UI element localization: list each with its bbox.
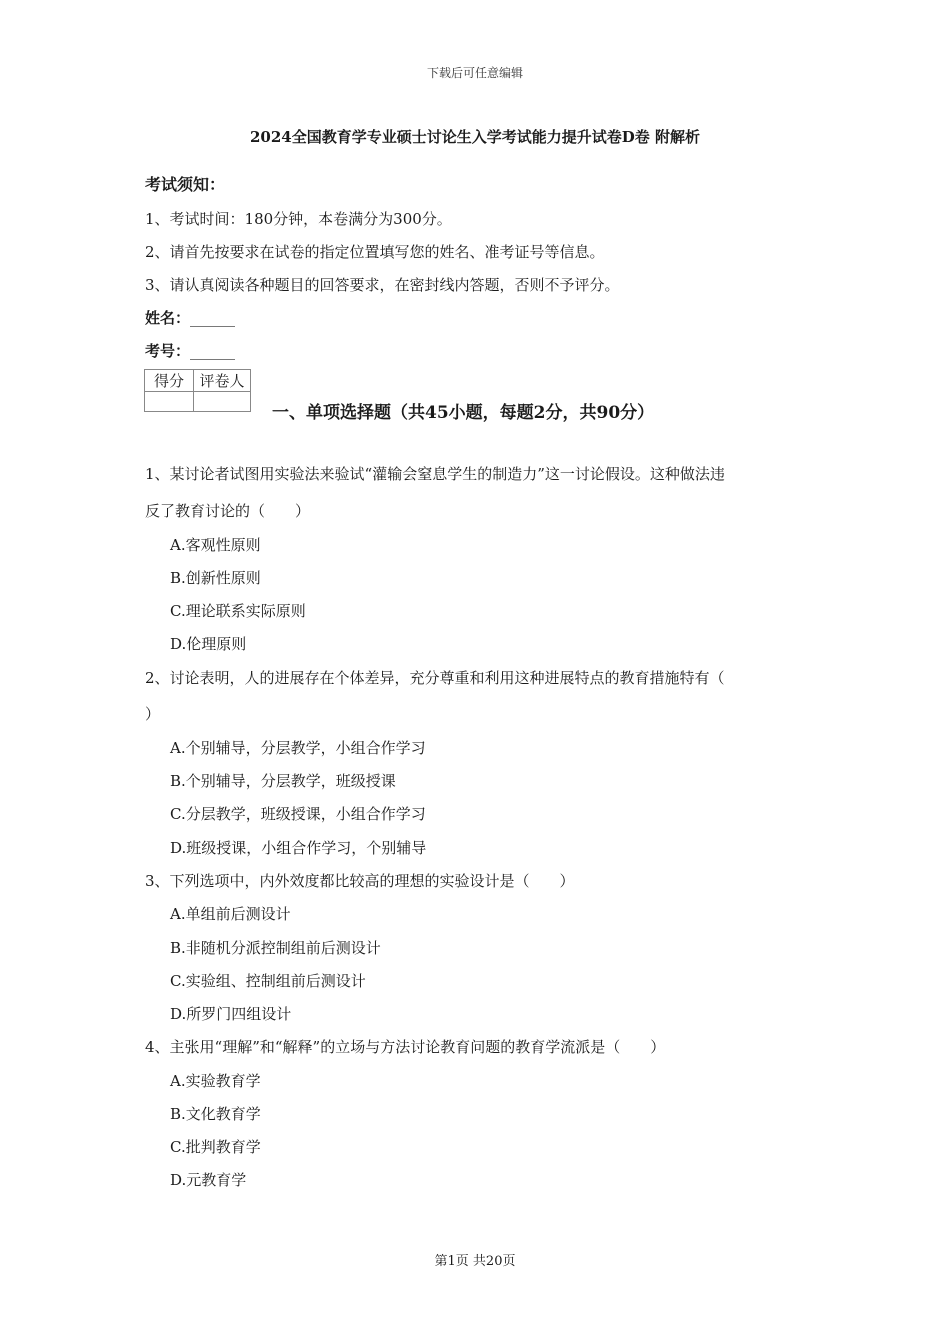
id-field: [145, 340, 235, 361]
grader-cell: [194, 392, 251, 412]
score-header: 得分: [145, 370, 194, 392]
question-stem: 1、某讨论者试图用实验法来验试“灌输会窒息学生的制造力”这一讨论假设。这种做法违: [145, 465, 725, 483]
question-option: A.实验教育学: [170, 1072, 261, 1090]
header-note: 下载后可任意编辑: [426, 66, 523, 80]
question-option: C.批判教育学: [170, 1138, 261, 1156]
question-stem-cont: ）: [145, 705, 161, 723]
grader-header: 评卷人: [194, 370, 251, 392]
name-field: [145, 307, 235, 328]
question-option: B.非随机分派控制组前后测设计: [170, 939, 381, 957]
name-blank: ______: [190, 309, 236, 327]
question-option: C.理论联系实际原则: [170, 602, 306, 620]
question-option: D.元教育学: [170, 1171, 247, 1189]
section-title: 一、单项选择题（共45小题，每题2分，共90分）: [272, 403, 655, 423]
score-table: [144, 369, 251, 412]
question-option: A.单组前后测设计: [170, 905, 291, 923]
notice-item: 2、请首先按要求在试卷的指定位置填写您的姓名、准考证号等信息。: [145, 243, 605, 261]
question-option: D.所罗门四组设计: [170, 1005, 292, 1023]
page-footer: 第1页 共20页: [434, 1254, 516, 1269]
document-title: 2024全国教育学专业硕士讨论生入学考试能力提升试卷D卷 附解析: [250, 128, 700, 146]
question-option: C.分层教学，班级授课，小组合作学习: [170, 805, 426, 823]
question-option: D.伦理原则: [170, 635, 247, 653]
question-option: B.创新性原则: [170, 569, 261, 587]
score-cell: [145, 392, 194, 412]
question-stem-cont: 反了教育讨论的（ ）: [145, 502, 311, 520]
name-label: 姓名：: [145, 309, 191, 327]
id-label: 考号：: [145, 342, 191, 360]
question-option: B.个别辅导，分层教学，班级授课: [170, 772, 396, 790]
question-option: D.班级授课，小组合作学习，个别辅导: [170, 839, 427, 857]
notice-item: 1、考试时间：180分钟，本卷满分为300分。: [145, 210, 452, 228]
id-blank: ______: [190, 342, 236, 360]
question-stem: 3、下列选项中，内外效度都比较高的理想的实验设计是（ ）: [145, 872, 575, 890]
question-option: C.实验组、控制组前后测设计: [170, 972, 366, 990]
question-option: A.客观性原则: [170, 536, 261, 554]
notice-heading: 考试须知：: [145, 175, 226, 194]
question-option: B.文化教育学: [170, 1105, 261, 1123]
question-stem: 2、讨论表明，人的进展存在个体差异，充分尊重和利用这种进展特点的教育措施特有（: [145, 669, 725, 687]
question-option: A.个别辅导，分层教学，小组合作学习: [170, 739, 426, 757]
notice-item: 3、请认真阅读各种题目的回答要求，在密封线内答题，否则不予评分。: [145, 276, 620, 294]
question-stem: 4、主张用“理解”和“解释”的立场与方法讨论教育问题的教育学流派是（ ）: [145, 1038, 666, 1056]
